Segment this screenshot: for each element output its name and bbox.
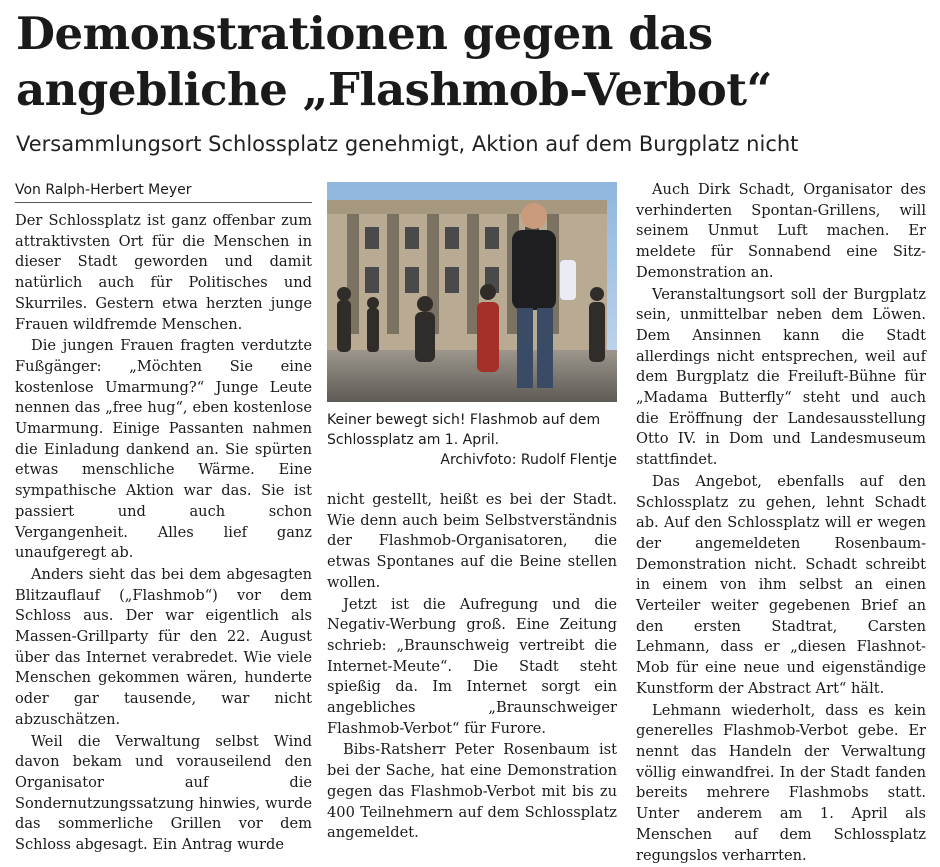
- paragraph: Weil die Verwaltung selbst Wind davon bekam und vorauseilend den Organisator auf die Sondernutzungssatzung hinwies, wurde das sommerliche Grillen vor dem Schloss abgesagt. Ein Antrag wurde: [15, 732, 312, 854]
- headline: [16, 6, 926, 118]
- headline-line-1: Demonstrationen gegen das: [16, 7, 713, 60]
- photo-credit: Archivfoto: Rudolf Flentje: [440, 452, 617, 468]
- paragraph: Bibs-Ratsherr Peter Rosenbaum ist bei der Sache, hat eine Demonstration gegen das Flashmob-Verbot mit bis zu 400 Teilnehmern auf dem Schlossplatz angemeldet.: [327, 741, 617, 842]
- column-3: [636, 180, 926, 867]
- paragraph: Der Schlossplatz ist ganz offenbar zum attraktivsten Ort für die Menschen in dieser Stadt geworden und damit natürlich auch für Politisches und Skurriles. Gestern etwa herzten junge Frauen wildfremde Menschen.: [15, 212, 312, 333]
- paragraph: Auch Dirk Schadt, Organisator des verhinderten Spontan-Grillens, will seinem Unmut Luft machen. Er meldete für Sonnabend eine Sitz-Demonstration an.: [636, 181, 926, 281]
- paragraph: Lehmann wiederholt, dass es kein generelles Flashmob-Verbot gebe. Er nennt das Handeln der Verwaltung völlig einwandfrei. In der Stadt fanden bereits mehrere Flashmobs statt. Unter anderem am 1. April als Menschen auf dem Schlossplatz regungslos verharrten.: [636, 701, 926, 864]
- column-1: [15, 180, 312, 857]
- byline: Von Ralph-Herbert Meyer: [15, 180, 312, 203]
- caption-text: Keiner bewegt sich! Flashmob auf dem Schlossplatz am 1. April.: [327, 412, 601, 448]
- column-2: [327, 490, 617, 845]
- subtitle: Versammlungsort Schlossplatz genehmigt, Aktion auf dem Burgplatz nicht: [16, 132, 799, 156]
- headline-line-2: angebliche „Flashmob-Verbot“: [16, 63, 772, 116]
- photo-caption: [327, 410, 617, 470]
- paragraph: Anders sieht das bei dem abgesagten Blitzauflauf („Flashmob“) vor dem Schloss aus. Der war eigentlich als Massen-Grillparty für den 22. August über das Internet verabredet. Wie viele Menschen gekommen wären, hunderte oder gar tausende, war nicht abzuschätzen.: [15, 565, 312, 728]
- paragraph: Veranstaltungsort soll der Burgplatz sein, unmittelbar neben dem Löwen. Dem Ansinnen kann die Stadt allerdings nicht entsprechen, weil auf dem Burgplatz die Freiluft-Bühne für „Madama Butterfly“ steht und auch die Eröffnung der Landesausstellung Otto IV. in Dom und Landesmuseum stattfindet.: [636, 285, 926, 469]
- paragraph: Das Angebot, ebenfalls auf den Schlossplatz zu gehen, lehnt Schadt ab. Auf den Schlossplatz will er wegen der angemeldeten Rosenbaum-Demonstration nicht. Schadt schreibt in einem von ihm selbst an einen Verteiler weiter gegebenen Brief an den ersten Stadtrat, Carsten Lehmann, dass er „diesen Flashnot-Mob für eine neue und eigenständige Kunstform der Abstract Art“ hält.: [636, 472, 926, 697]
- paragraph: Die jungen Frauen fragten verdutzte Fußgänger: „Möchten Sie eine kostenlose Umarmung?“ Junge Leute nennen das „free hug“, eben kostenlose Umarmung. Einige Passanten nahmen die Einladung dankend an. Sie spürten etwas menschliche Wärme. Eine sympathische Aktion war das. Sie ist passiert und auch schon Vergangenheit. Alles lief ganz unaufgeregt ab.: [15, 337, 312, 562]
- flashmob-photo-illustration: [327, 182, 617, 402]
- paragraph: Jetzt ist die Aufregung und die Negativ-Werbung groß. Eine Zeitung schrieb: „Braunschweig vertreibt die Internet-Meute“. Die Stadt steht spießig da. Im Internet sorgt ein angebliches „Braunschweiger Flashmob-Verbot“ für Furore.: [327, 595, 617, 737]
- news-photo: [327, 182, 617, 402]
- paragraph: nicht gestellt, heißt es bei der Stadt. Wie denn auch beim Selbstverständnis der Flashmob-Organisatoren, die etwas Spontanes auf die Beine stellen wollen.: [327, 491, 617, 591]
